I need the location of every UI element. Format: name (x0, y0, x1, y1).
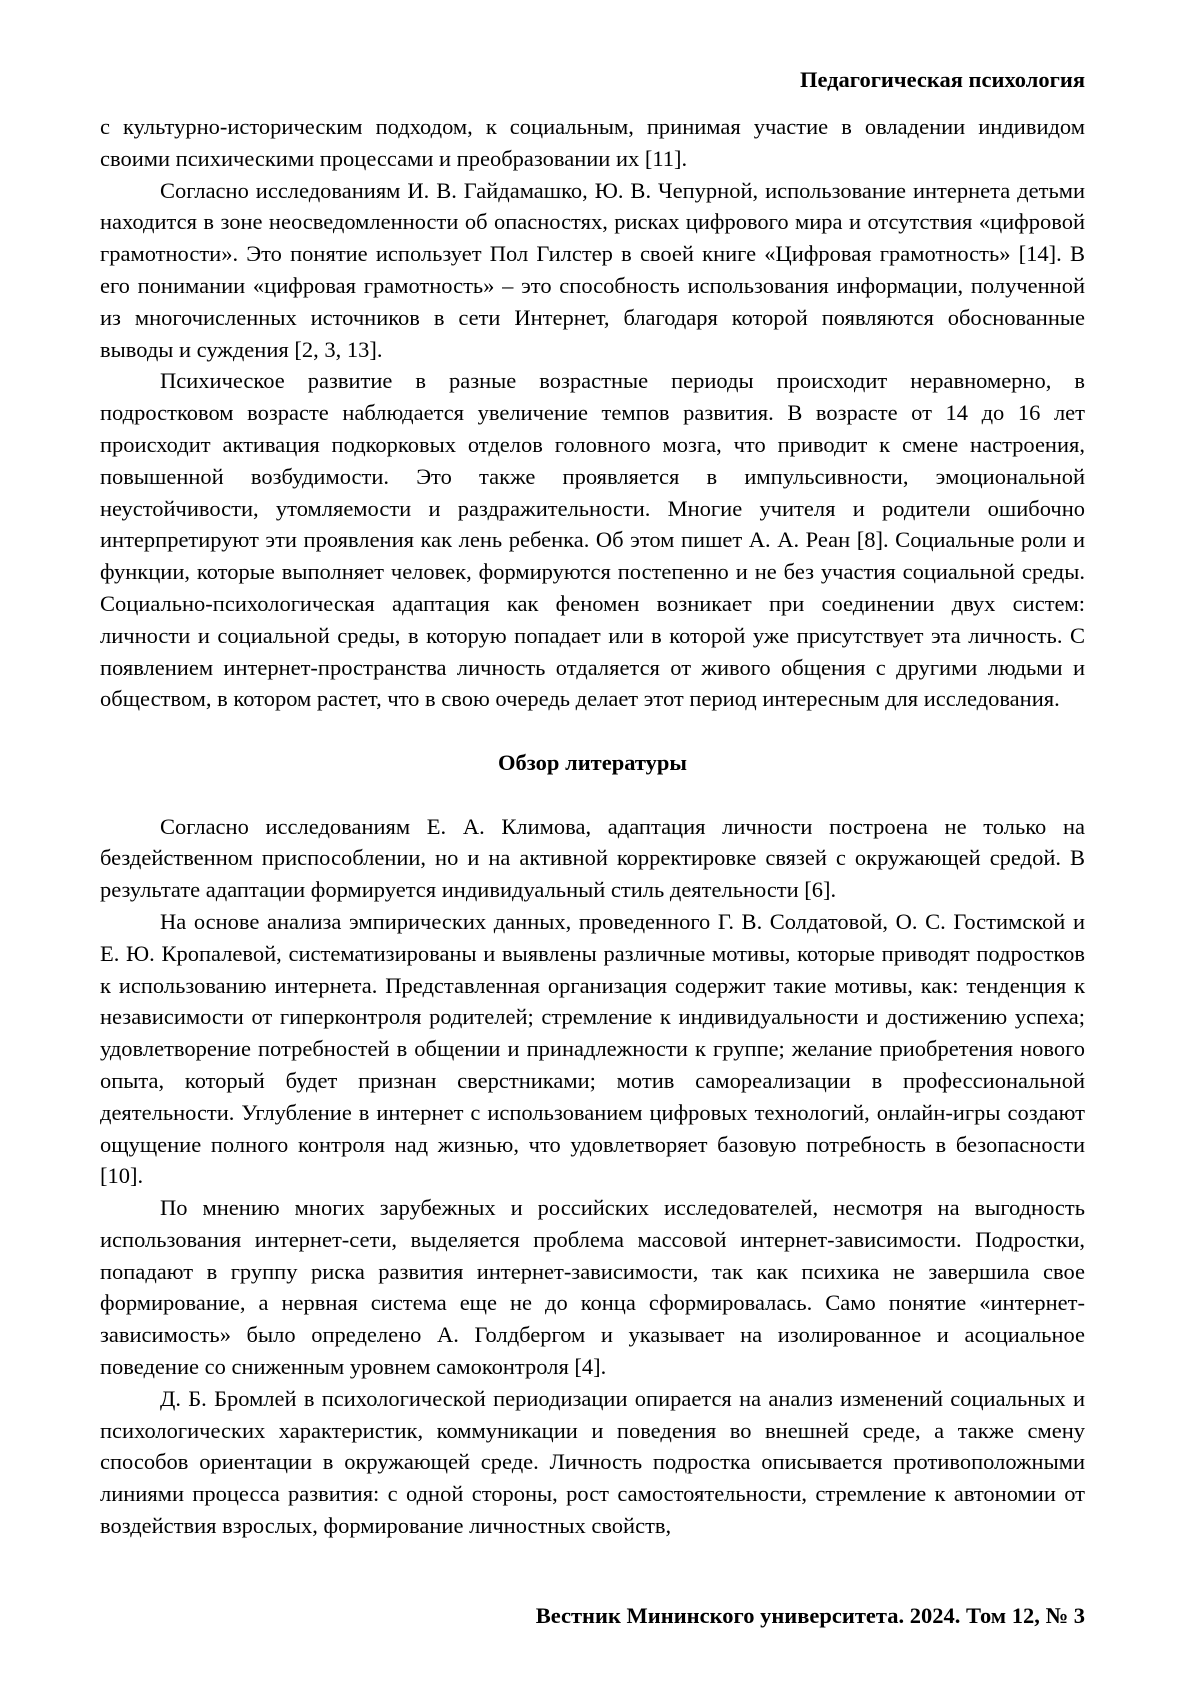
paragraph-continuation: с культурно-историческим подходом, к социальным, принимая участие в овладении индивидом своими психическими процессами и преобразовании их [11]. (100, 114, 1085, 171)
paragraph: На основе анализа эмпирических данных, проведенного Г. В. Солдатовой, О. С. Гостимской и Е. Ю. Кропалевой, систематизированы и выявлены различные мотивы, которые приводят подростков к использованию интернета. Представленная организация содержит такие мотивы, как: тенденция к независимости от гиперконтроля родителей; стремление к индивидуальности и достижению успеха; удовлетворение потребностей в общении и принадлежности к группе; желание приобретения нового опыта, который будет признан сверстниками; мотив самореализации в профессиональной деятельности. Углубление в интернет с использованием цифровых технологий, онлайн-игры создают ощущение полного контроля над жизнью, что удовлетворяет базовую потребность в безопасности [10]. (100, 908, 1085, 1189)
paragraph: Психическое развитие в разные возрастные периоды происходит неравномерно, в подростковом возрасте наблюдается увеличение темпов развития. В возрасте от 14 до 16 лет происходит активация подкорковых отделов головного мозга, что приводит к смене настроения, повышенной возбудимости. Это также проявляется в импульсивности, эмоциональной неустойчивости, утомляемости и раздражительности. Многие учителя и родители ошибочно интерпретируют эти проявления как лень ребенка. Об этом пишет А. А. Реан [8]. Социальные роли и функции, которые выполняет человек, формируются постепенно и не без участия социальной среды. Социально-психологическая адаптация как феномен возникает при соединении двух систем: личности и социальной среды, в которую попадает или в которой уже присутствует эта личность. С появлением интернет-пространства личность отдаляется от живого общения с другими людьми и обществом, в котором растет, что в свою очередь делает этот период интересным для исследования. (100, 368, 1085, 712)
section-heading: Обзор литературы (498, 749, 687, 775)
running-footer (536, 1601, 1085, 1631)
paragraph-truncated: Д. Б. Бромлей в психологической периодизации опирается на анализ изменений социальных и психологических характеристик, коммуникации и поведения во внешней среде, а также смену способов ориентации в окружающей среде. Личность подростка описывается противоположными линиями процесса развития: с одной стороны, рост самостоятельности, стремление к автономии от воздействия взрослых, формирование личностных свойств, (100, 1385, 1085, 1539)
paragraph: Согласно исследованиям И. В. Гайдамашко, Ю. В. Чепурной, использование интернета детьми находится в зоне неосведомленности об опасностях, рисках цифрового мира и отсутствия «цифровой грамотности». Это понятие использует Пол Гилстер в своей книге «Цифровая грамотность» [14]. В его понимании «цифровая грамотность» – это способность использования информации, полученной из многочисленных источников в сети Интернет, благодаря которой появляются обоснованные выводы и суждения [2, 3, 13]. (100, 177, 1085, 362)
paragraph: По мнению многих зарубежных и российских исследователей, несмотря на выгодность использования интернет-сети, выделяется проблема массовой интернет-зависимости. Подростки, попадают в группу риска развития интернет-зависимости, так как психика не завершила свое формирование, а нервная система еще не до конца сформировалась. Само понятие «интернет-зависимость» было определено А. Голдбергом и указывает на изолированное и асоциальное поведение со сниженным уровнем самоконтроля [4]. (100, 1195, 1085, 1380)
running-header (100, 64, 1085, 96)
running-footer-text: Вестник Мининского университета. 2024. Том 12, № 3 (535, 1603, 1085, 1628)
running-header-text: Педагогическая психология (799, 67, 1085, 92)
article-body (100, 111, 1085, 1542)
paragraph: Согласно исследованиям Е. А. Климова, адаптация личности построена не только на бездейственном приспособлении, но и на активной корректировке связей с окружающей средой. В результате адаптации формируется индивидуальный стиль деятельности [6]. (100, 813, 1085, 903)
